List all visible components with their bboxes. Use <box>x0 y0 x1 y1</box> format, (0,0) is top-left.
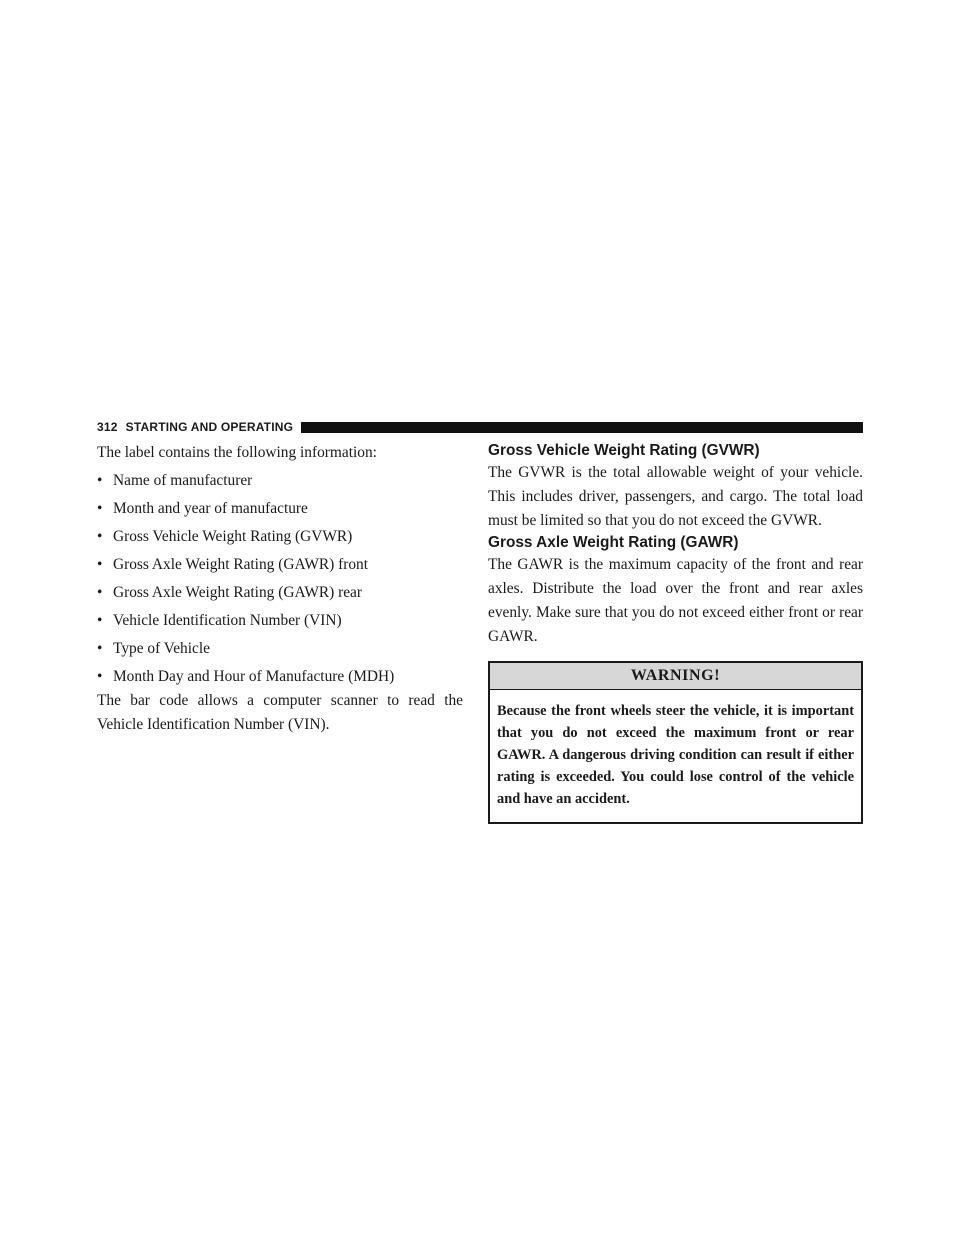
section-title: STARTING AND OPERATING <box>125 420 294 434</box>
list-item <box>97 637 463 661</box>
bullet-icon: • <box>97 500 103 517</box>
bullet-icon: • <box>97 556 103 573</box>
label-info-list <box>97 469 463 689</box>
list-item-text: Gross Axle Weight Rating (GAWR) rear <box>113 584 362 601</box>
bullet-icon: • <box>97 472 103 489</box>
list-item-text: Month Day and Hour of Manufacture (MDH) <box>113 668 395 685</box>
header-rule <box>301 422 863 433</box>
bullet-icon: • <box>97 668 103 685</box>
page-header <box>97 419 863 435</box>
gawr-heading: Gross Axle Weight Rating (GAWR) <box>488 534 739 551</box>
bullet-icon: • <box>97 640 103 657</box>
list-item <box>97 469 463 493</box>
list-item <box>97 525 463 549</box>
warning-title: WARNING! <box>490 663 861 690</box>
bullet-icon: • <box>97 528 103 545</box>
gvwr-text: The GVWR is the total allowable weight of your vehicle. This includes driver, passengers, and cargo. The total load must be limited so that you do not exceed the GVWR. <box>488 464 863 529</box>
page-number: 312 <box>97 420 118 434</box>
gawr-text: The GAWR is the maximum capacity of the front and rear axles. Distribute the load over the front and rear axles evenly. Make sure that you do not exceed either front or rear GAWR. <box>488 556 863 645</box>
barcode-note: The bar code allows a computer scanner to read the Vehicle Identification Number (VIN). <box>97 692 463 733</box>
right-column <box>488 441 863 824</box>
bullet-icon: • <box>97 612 103 629</box>
warning-box <box>488 661 863 824</box>
list-item-text: Month and year of manufacture <box>113 500 308 517</box>
list-item <box>97 497 463 521</box>
bullet-icon: • <box>97 584 103 601</box>
list-item <box>97 609 463 633</box>
label-intro: The label contains the following information: <box>97 444 377 461</box>
warning-text: Because the front wheels steer the vehicle, it is important that you do not exceed the maximum front or rear GAWR. A dangerous driving condition can result if either rating is exceeded. You could lose control of the vehicle and have an accident. <box>497 703 854 807</box>
list-item-text: Vehicle Identification Number (VIN) <box>113 612 342 629</box>
list-item <box>97 665 463 689</box>
gvwr-heading: Gross Vehicle Weight Rating (GVWR) <box>488 442 760 459</box>
left-column <box>97 441 463 737</box>
list-item-text: Name of manufacturer <box>113 472 253 489</box>
list-item <box>97 553 463 577</box>
list-item-text: Gross Vehicle Weight Rating (GVWR) <box>113 528 353 545</box>
list-item <box>97 581 463 605</box>
list-item-text: Gross Axle Weight Rating (GAWR) front <box>113 556 369 573</box>
list-item-text: Type of Vehicle <box>113 640 210 657</box>
